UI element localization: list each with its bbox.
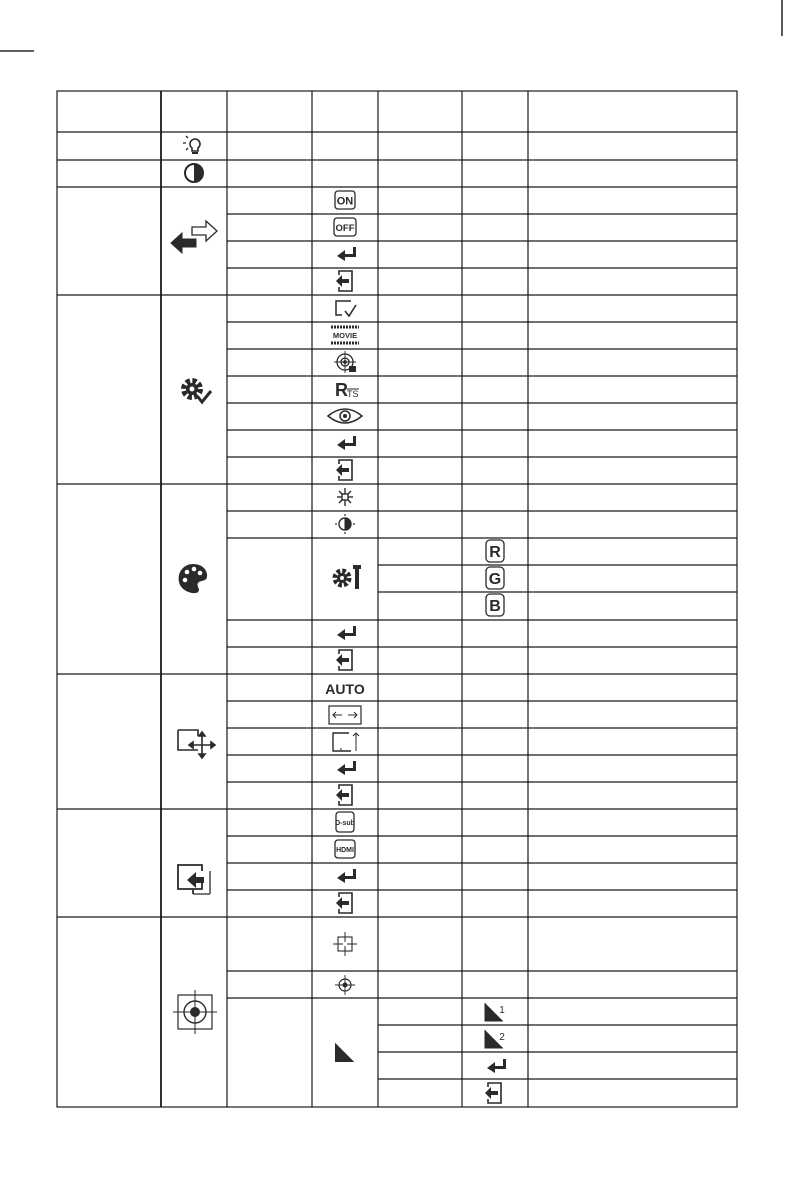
return-icon bbox=[337, 761, 356, 775]
triangle-2-icon bbox=[485, 1030, 505, 1048]
blue-label: B bbox=[489, 598, 501, 615]
eye-icon bbox=[328, 409, 362, 423]
lightbulb-icon bbox=[183, 136, 200, 154]
green-label: G bbox=[488, 571, 502, 588]
exit-icon bbox=[336, 785, 352, 805]
table-grid bbox=[57, 91, 737, 1107]
movie-label: MOVIE bbox=[332, 331, 358, 340]
svg-text:TS: TS bbox=[347, 389, 359, 399]
on-label: ON bbox=[336, 195, 354, 208]
swap-arrows-icon bbox=[171, 221, 217, 253]
triangle-icon bbox=[335, 1042, 355, 1062]
contrast-icon bbox=[185, 164, 203, 182]
crosshair-small-icon bbox=[335, 975, 355, 995]
warm-icon bbox=[335, 514, 355, 534]
green-icon bbox=[486, 567, 504, 589]
standard-icon bbox=[336, 301, 356, 316]
return-icon bbox=[487, 1059, 506, 1073]
on-icon bbox=[335, 191, 355, 209]
crosshair-icon bbox=[173, 990, 217, 1034]
move-icon bbox=[178, 730, 215, 758]
hdmi-icon bbox=[335, 840, 355, 858]
svg-text:R: R bbox=[335, 380, 348, 400]
blue-icon bbox=[486, 594, 504, 616]
movie-icon bbox=[331, 327, 359, 343]
exit-icon bbox=[336, 271, 352, 291]
return-icon bbox=[337, 436, 356, 450]
off-icon bbox=[334, 218, 356, 236]
cool-icon bbox=[337, 488, 353, 506]
v-position-icon bbox=[333, 733, 359, 751]
exit-icon bbox=[485, 1083, 501, 1103]
h-position-icon bbox=[329, 706, 361, 724]
fps-target-icon bbox=[334, 351, 356, 373]
dsub-label: D-sub bbox=[335, 820, 355, 827]
triangle-1-label: 1 bbox=[499, 1005, 505, 1016]
exit-icon bbox=[336, 893, 352, 913]
return-icon bbox=[337, 869, 356, 883]
rts-icon bbox=[335, 380, 359, 400]
exit-icon bbox=[336, 460, 352, 480]
off-label: OFF bbox=[335, 223, 355, 234]
hdmi-label: HDMI bbox=[336, 847, 354, 854]
user-settings-icon bbox=[335, 565, 361, 589]
input-icon bbox=[178, 865, 210, 894]
red-icon bbox=[486, 540, 504, 562]
gear-check-icon bbox=[184, 381, 211, 402]
exit-icon bbox=[336, 650, 352, 670]
triangle-1-icon bbox=[485, 1003, 505, 1021]
auto-label: AUTO bbox=[325, 681, 365, 697]
triangle-2-label: 2 bbox=[499, 1032, 505, 1043]
red-label: R bbox=[489, 544, 501, 561]
return-icon bbox=[337, 626, 356, 640]
palette-icon bbox=[179, 564, 207, 593]
auto-icon bbox=[325, 681, 365, 697]
return-icon bbox=[337, 247, 356, 261]
crosshair-box-icon bbox=[333, 932, 357, 956]
dsub-icon bbox=[335, 812, 355, 832]
